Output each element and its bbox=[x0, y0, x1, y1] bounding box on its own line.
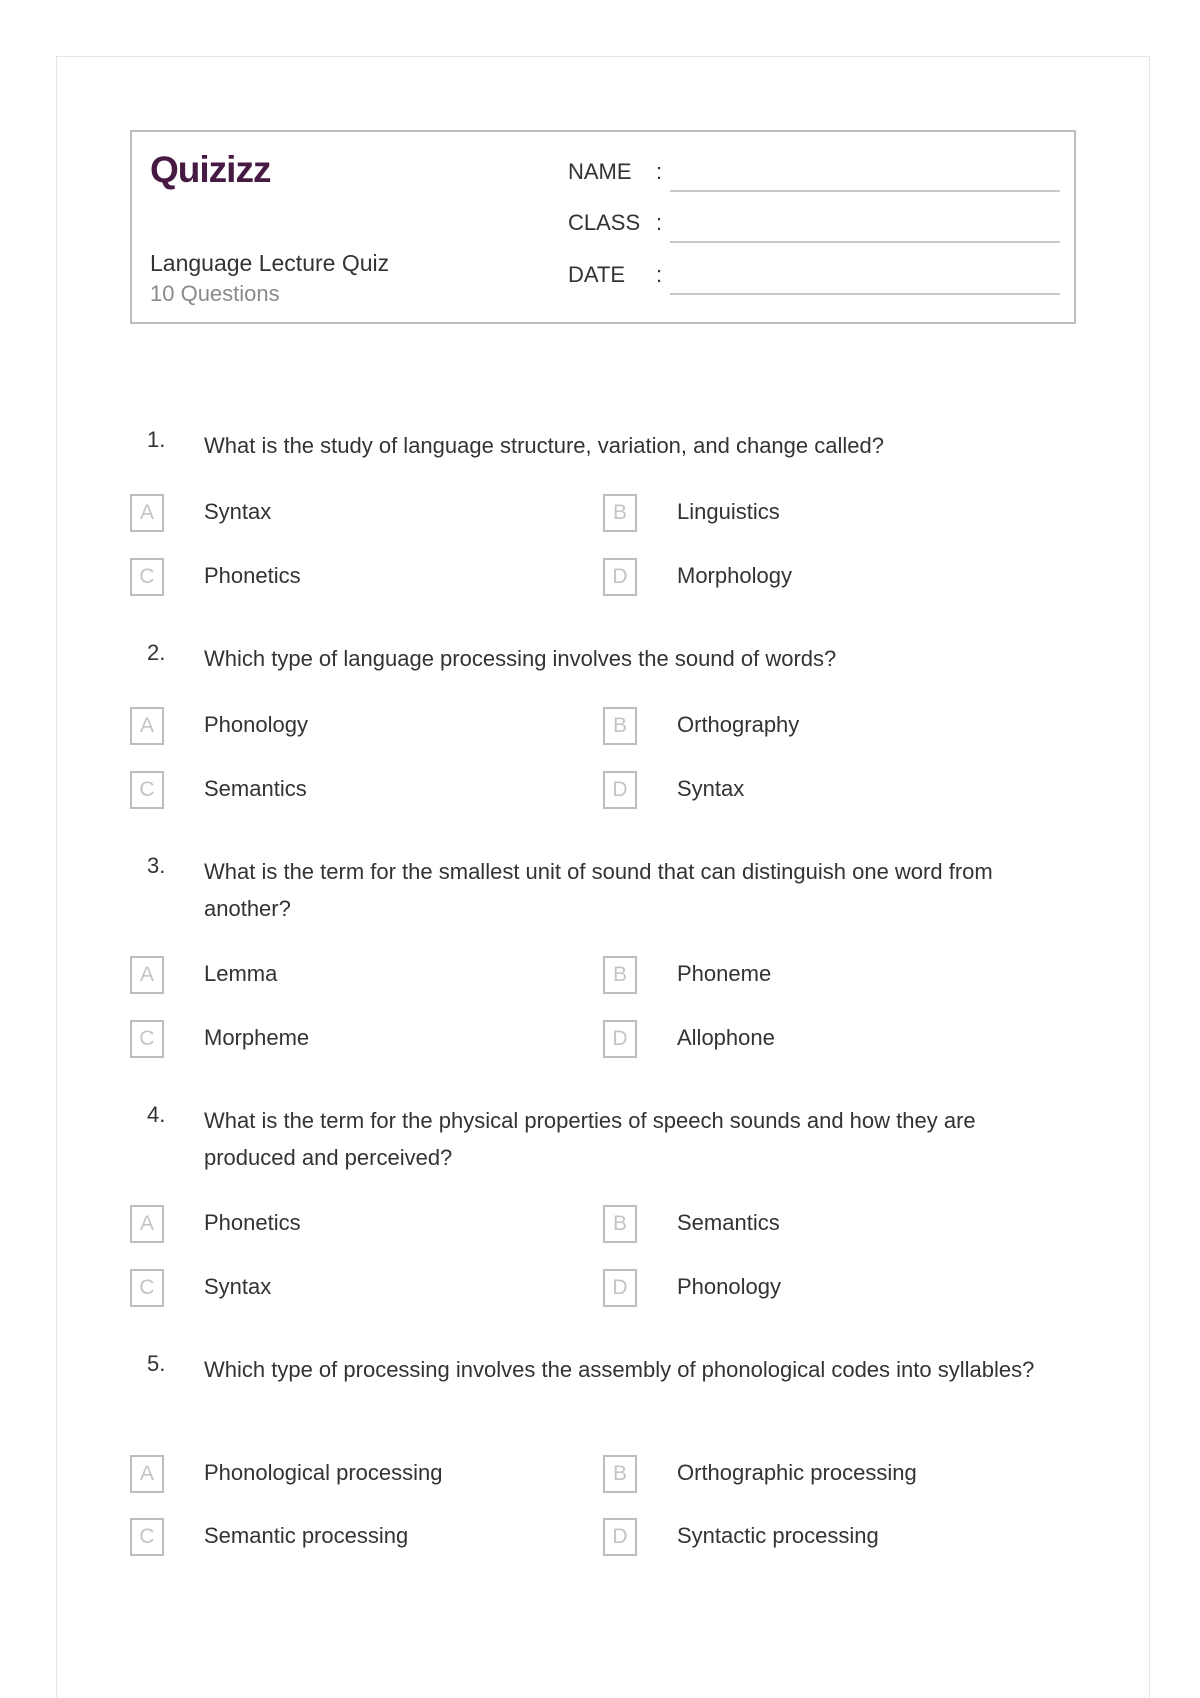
option-letter-box[interactable]: A bbox=[130, 956, 164, 994]
option-letter-box[interactable]: C bbox=[130, 558, 164, 596]
name-field[interactable] bbox=[568, 159, 1068, 199]
option-letter-box[interactable]: D bbox=[603, 771, 637, 809]
option-letter-box[interactable]: C bbox=[130, 1269, 164, 1307]
option-letter-box[interactable]: A bbox=[130, 1205, 164, 1243]
option-text: Morpheme bbox=[204, 1025, 310, 1050]
option-letter-box[interactable]: A bbox=[130, 1455, 164, 1493]
name-colon: : bbox=[656, 159, 663, 184]
option-letter-box[interactable]: D bbox=[603, 1020, 637, 1058]
option-text: Allophone bbox=[677, 1025, 775, 1050]
option-letter-box[interactable]: A bbox=[130, 494, 164, 532]
question-number: 5. bbox=[147, 1351, 166, 1376]
option-text: Lemma bbox=[204, 961, 278, 986]
option-letter-box[interactable]: A bbox=[130, 707, 164, 745]
date-line[interactable] bbox=[670, 293, 1060, 295]
option-letter-box[interactable]: B bbox=[603, 956, 637, 994]
option-text: Morphology bbox=[677, 563, 792, 588]
name-line[interactable] bbox=[670, 190, 1060, 192]
class-line[interactable] bbox=[670, 241, 1060, 243]
question-number: 3. bbox=[147, 853, 166, 878]
option-letter-box[interactable]: B bbox=[603, 1455, 637, 1493]
worksheet-header bbox=[130, 130, 1076, 324]
option-text: Semantics bbox=[204, 776, 307, 801]
option-letter-box[interactable]: C bbox=[130, 771, 164, 809]
option-text: Phonological processing bbox=[204, 1460, 443, 1485]
option-letter-box[interactable]: C bbox=[130, 1518, 164, 1556]
option-text: Phonetics bbox=[204, 1210, 301, 1235]
option-text: Phoneme bbox=[677, 961, 772, 986]
svg-text:Quizizz: Quizizz bbox=[150, 150, 271, 190]
quiz-title: Language Lecture Quiz bbox=[150, 250, 390, 276]
class-colon: : bbox=[656, 210, 663, 235]
question-text: What is the term for the smallest unit of sound that can distinguish one word from another? bbox=[204, 859, 993, 921]
option-text: Syntax bbox=[204, 499, 272, 524]
date-field[interactable] bbox=[568, 262, 1068, 302]
option-text: Linguistics bbox=[677, 499, 780, 524]
option-text: Phonology bbox=[677, 1274, 781, 1299]
question-text: Which type of language processing involves the sound of words? bbox=[204, 646, 837, 671]
class-label: CLASS bbox=[568, 210, 641, 235]
option-text: Orthographic processing bbox=[677, 1460, 917, 1485]
question-number: 4. bbox=[147, 1102, 166, 1127]
option-text: Syntax bbox=[204, 1274, 272, 1299]
date-label: DATE bbox=[568, 262, 626, 287]
question-text: What is the term for the physical properties of speech sounds and how they are produced and perceived? bbox=[204, 1108, 976, 1170]
class-field[interactable] bbox=[568, 210, 1068, 250]
date-colon: : bbox=[656, 262, 663, 287]
option-letter-box[interactable]: D bbox=[603, 558, 637, 596]
option-text: Phonetics bbox=[204, 563, 301, 588]
option-text: Syntax bbox=[677, 776, 745, 801]
option-letter-box[interactable]: C bbox=[130, 1020, 164, 1058]
question-text: Which type of processing involves the assembly of phonological codes into syllables? bbox=[204, 1357, 1035, 1382]
option-letter-box[interactable]: B bbox=[603, 1205, 637, 1243]
option-text: Phonology bbox=[204, 712, 308, 737]
option-letter-box[interactable]: D bbox=[603, 1269, 637, 1307]
option-text: Syntactic processing bbox=[677, 1523, 879, 1548]
name-label: NAME bbox=[568, 159, 632, 184]
option-text: Orthography bbox=[677, 712, 800, 737]
question-number: 2. bbox=[147, 640, 166, 665]
option-text: Semantic processing bbox=[204, 1523, 409, 1548]
question-number: 1. bbox=[147, 427, 166, 452]
question-count: 10 Questions bbox=[150, 281, 280, 306]
option-letter-box[interactable]: D bbox=[603, 1518, 637, 1556]
question-text: What is the study of language structure, variation, and change called? bbox=[204, 433, 884, 458]
option-text: Semantics bbox=[677, 1210, 780, 1235]
option-letter-box[interactable]: B bbox=[603, 707, 637, 745]
option-letter-box[interactable]: B bbox=[603, 494, 637, 532]
quizizz-logo bbox=[150, 150, 290, 192]
